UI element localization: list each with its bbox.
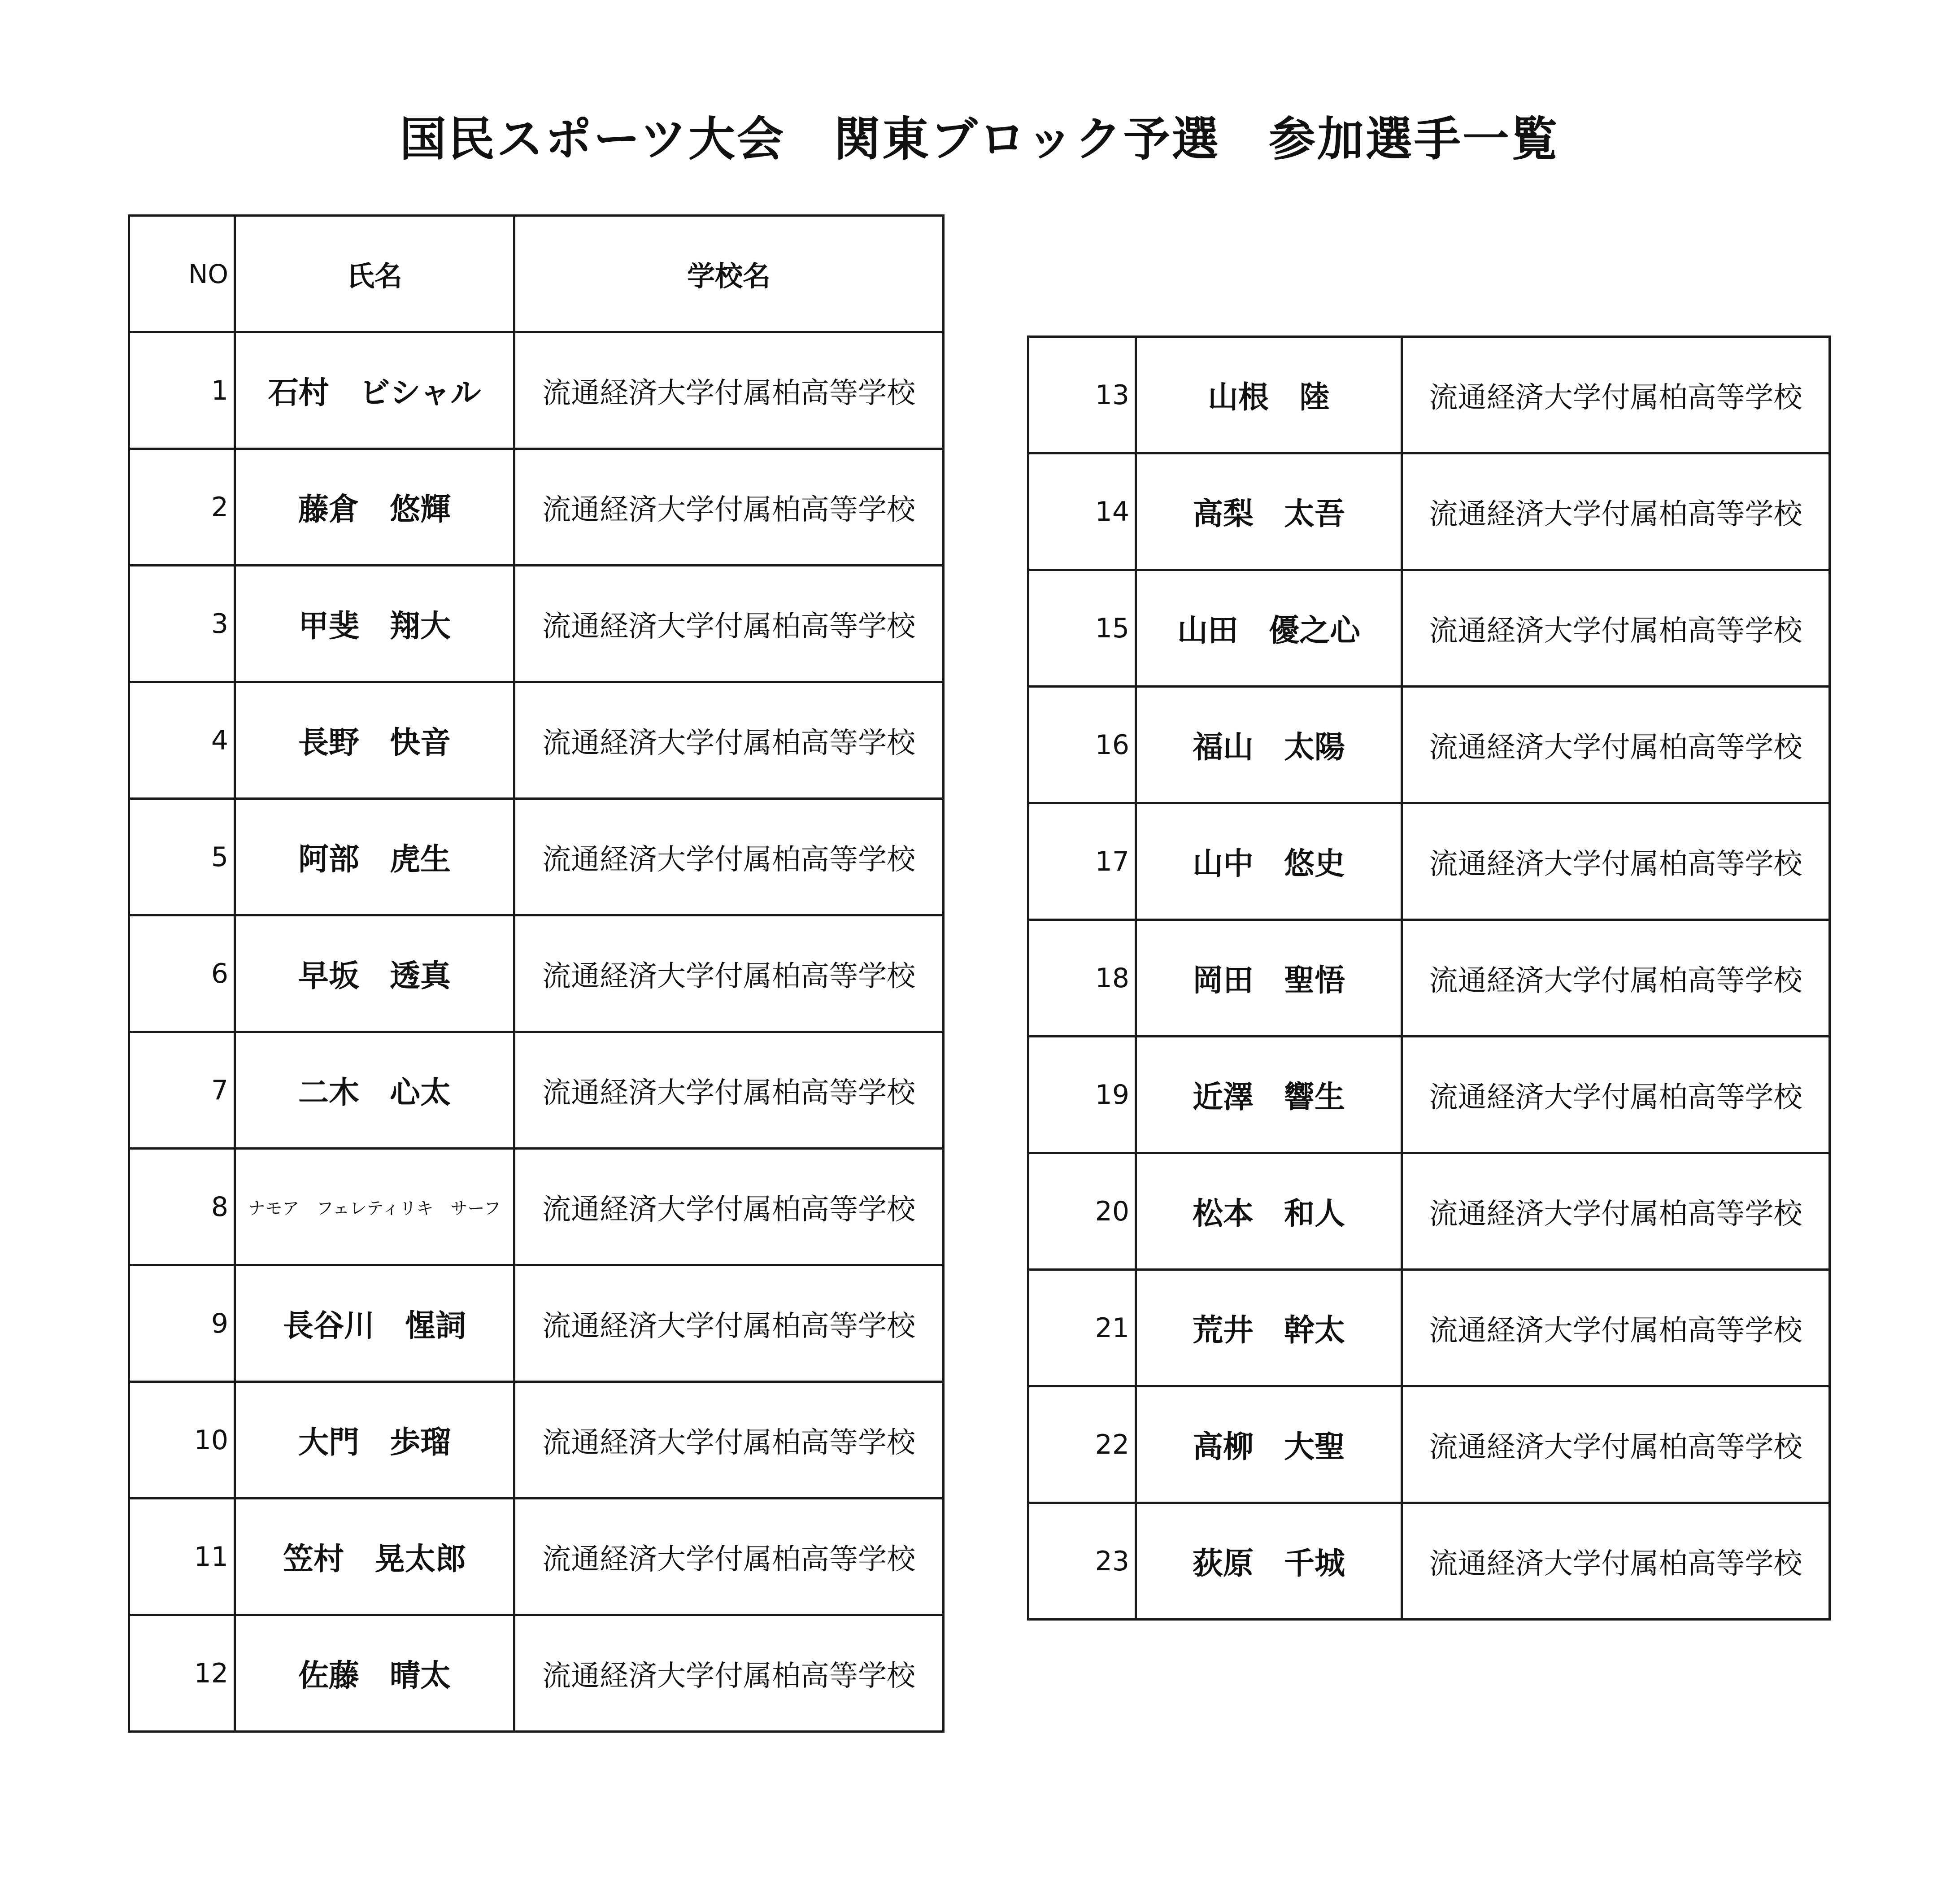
player-name: 山根 陸 bbox=[1136, 337, 1402, 453]
school-name: 流通経済大学付属柏高等学校 bbox=[514, 799, 944, 915]
row-no: 20 bbox=[1028, 1153, 1136, 1270]
school-name: 流通経済大学付属柏高等学校 bbox=[1402, 1037, 1830, 1153]
school-name: 流通経済大学付属柏高等学校 bbox=[1402, 803, 1830, 920]
player-name: 高梨 太吾 bbox=[1136, 453, 1402, 570]
player-name: 阿部 虎生 bbox=[235, 799, 514, 915]
row-no: 4 bbox=[129, 682, 235, 799]
table-row bbox=[1028, 1503, 1830, 1620]
row-no: 8 bbox=[129, 1149, 235, 1265]
school-name: 流通経済大学付属柏高等学校 bbox=[514, 682, 944, 799]
table-row bbox=[129, 1382, 944, 1499]
row-no: 7 bbox=[129, 1032, 235, 1149]
school-name: 流通経済大学付属柏高等学校 bbox=[1402, 1270, 1830, 1386]
table-row bbox=[1028, 1386, 1830, 1503]
row-no: 23 bbox=[1028, 1503, 1136, 1620]
school-name: 流通経済大学付属柏高等学校 bbox=[514, 915, 944, 1032]
player-name: 長野 快音 bbox=[235, 682, 514, 799]
school-name: 流通経済大学付属柏高等学校 bbox=[514, 1615, 944, 1732]
school-name: 流通経済大学付属柏高等学校 bbox=[514, 566, 944, 682]
player-name: 大門 歩瑠 bbox=[235, 1382, 514, 1499]
player-name: 山中 悠史 bbox=[1136, 803, 1402, 920]
player-name: 松本 和人 bbox=[1136, 1153, 1402, 1270]
player-name: 荒井 幹太 bbox=[1136, 1270, 1402, 1386]
school-name: 流通経済大学付属柏高等学校 bbox=[1402, 920, 1830, 1037]
table-row bbox=[1028, 337, 1830, 453]
page-title: 国民スポーツ大会 関東ブロック予選 参加選手一覧 bbox=[400, 112, 1559, 166]
table-row bbox=[1028, 920, 1830, 1037]
table-row bbox=[1028, 1153, 1830, 1270]
school-name: 流通経済大学付属柏高等学校 bbox=[514, 449, 944, 566]
header-no: NO bbox=[129, 216, 235, 332]
row-no: 11 bbox=[129, 1499, 235, 1615]
player-name: 荻原 千城 bbox=[1136, 1503, 1402, 1620]
header-row bbox=[129, 216, 944, 332]
row-no: 1 bbox=[129, 332, 235, 449]
table-row bbox=[1028, 1270, 1830, 1386]
row-no: 12 bbox=[129, 1615, 235, 1732]
header-school: 学校名 bbox=[514, 216, 944, 332]
player-name: 長谷川 惺詞 bbox=[235, 1265, 514, 1382]
row-no: 16 bbox=[1028, 687, 1136, 803]
player-name: 高柳 大聖 bbox=[1136, 1386, 1402, 1503]
row-no: 14 bbox=[1028, 453, 1136, 570]
table-row bbox=[129, 1149, 944, 1265]
table-row bbox=[129, 1615, 944, 1732]
school-name: 流通経済大学付属柏高等学校 bbox=[514, 332, 944, 449]
table-row bbox=[129, 682, 944, 799]
header-name: 氏名 bbox=[235, 216, 514, 332]
player-name: 近澤 響生 bbox=[1136, 1037, 1402, 1153]
row-no: 2 bbox=[129, 449, 235, 566]
player-name: 二木 心太 bbox=[235, 1032, 514, 1149]
table-row bbox=[129, 799, 944, 915]
player-name: 岡田 聖悟 bbox=[1136, 920, 1402, 1037]
school-name: 流通経済大学付属柏高等学校 bbox=[514, 1499, 944, 1615]
school-name: 流通経済大学付属柏高等学校 bbox=[514, 1032, 944, 1149]
row-no: 17 bbox=[1028, 803, 1136, 920]
school-name: 流通経済大学付属柏高等学校 bbox=[514, 1149, 944, 1265]
table-row bbox=[129, 1265, 944, 1382]
player-name: ナモア フェレティリキ サーフ bbox=[235, 1149, 514, 1265]
table-row bbox=[1028, 570, 1830, 687]
table-row bbox=[129, 566, 944, 682]
school-name: 流通経済大学付属柏高等学校 bbox=[1402, 1386, 1830, 1503]
school-name: 流通経済大学付属柏高等学校 bbox=[1402, 687, 1830, 803]
table-row bbox=[1028, 687, 1830, 803]
roster-table-right bbox=[1027, 335, 1831, 1621]
row-no: 5 bbox=[129, 799, 235, 915]
table-row bbox=[1028, 453, 1830, 570]
player-name: 佐藤 晴太 bbox=[235, 1615, 514, 1732]
row-no: 19 bbox=[1028, 1037, 1136, 1153]
row-no: 3 bbox=[129, 566, 235, 682]
school-name: 流通経済大学付属柏高等学校 bbox=[1402, 453, 1830, 570]
player-name: 福山 太陽 bbox=[1136, 687, 1402, 803]
school-name: 流通経済大学付属柏高等学校 bbox=[514, 1382, 944, 1499]
table-row bbox=[129, 449, 944, 566]
school-name: 流通経済大学付属柏高等学校 bbox=[514, 1265, 944, 1382]
row-no: 18 bbox=[1028, 920, 1136, 1037]
roster-table-left bbox=[128, 214, 945, 1733]
table-row bbox=[129, 332, 944, 449]
school-name: 流通経済大学付属柏高等学校 bbox=[1402, 337, 1830, 453]
row-no: 13 bbox=[1028, 337, 1136, 453]
player-name: 笠村 晃太郎 bbox=[235, 1499, 514, 1615]
school-name: 流通経済大学付属柏高等学校 bbox=[1402, 1503, 1830, 1620]
player-name: 早坂 透真 bbox=[235, 915, 514, 1032]
row-no: 22 bbox=[1028, 1386, 1136, 1503]
player-name: 石村 ビシャル bbox=[235, 332, 514, 449]
row-no: 9 bbox=[129, 1265, 235, 1382]
row-no: 6 bbox=[129, 915, 235, 1032]
table-row bbox=[1028, 1037, 1830, 1153]
row-no: 10 bbox=[129, 1382, 235, 1499]
table-row bbox=[129, 1032, 944, 1149]
school-name: 流通経済大学付属柏高等学校 bbox=[1402, 1153, 1830, 1270]
player-name: 山田 優之心 bbox=[1136, 570, 1402, 687]
player-name: 甲斐 翔大 bbox=[235, 566, 514, 682]
row-no: 15 bbox=[1028, 570, 1136, 687]
row-no: 21 bbox=[1028, 1270, 1136, 1386]
school-name: 流通経済大学付属柏高等学校 bbox=[1402, 570, 1830, 687]
player-name: 藤倉 悠輝 bbox=[235, 449, 514, 566]
table-row bbox=[1028, 803, 1830, 920]
table-row bbox=[129, 915, 944, 1032]
table-row bbox=[129, 1499, 944, 1615]
